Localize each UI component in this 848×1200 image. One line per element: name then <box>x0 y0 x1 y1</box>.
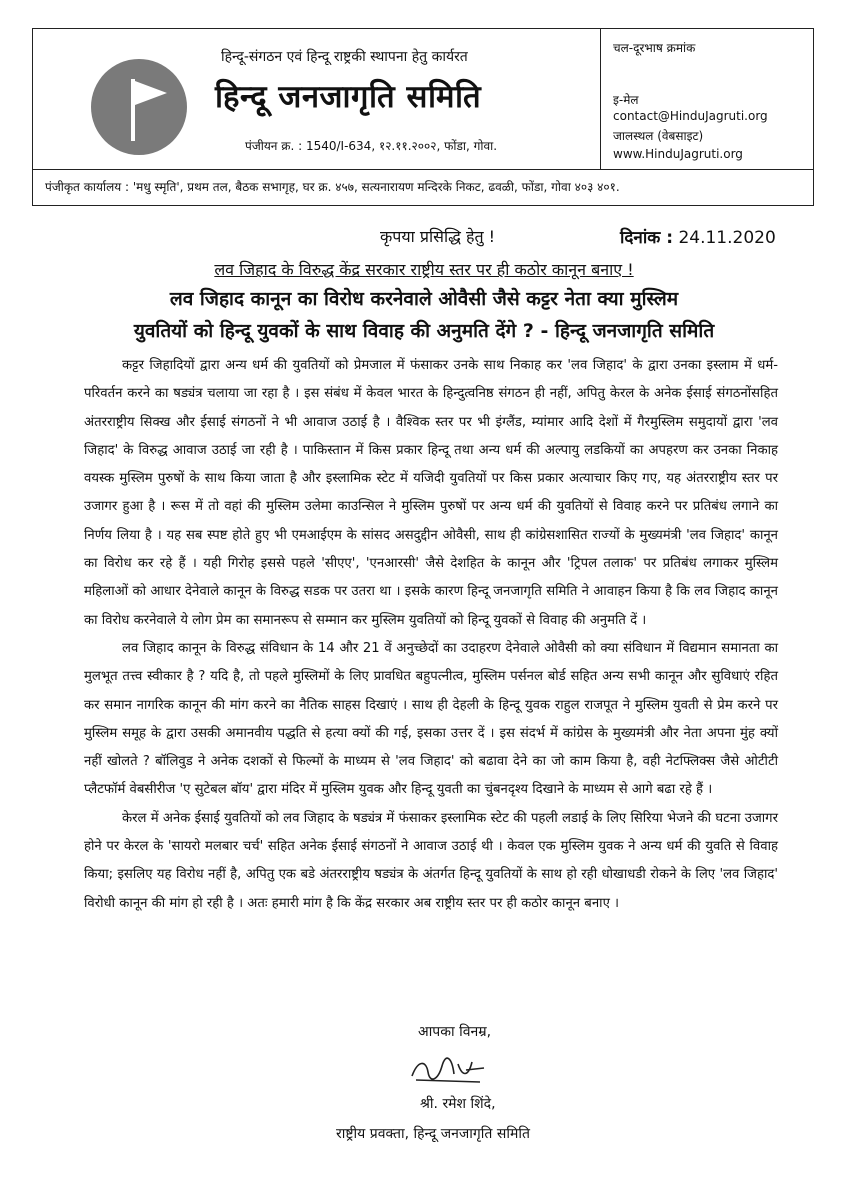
org-name: हिन्दू जनजागृति समिति <box>215 79 482 115</box>
website-url[interactable]: www.HinduJagruti.org <box>613 147 743 161</box>
mobile-label: चल-दूरभाष क्रमांक <box>613 41 696 55</box>
date-label: दिनांक : <box>620 228 674 248</box>
publication-notice: कृपया प्रसिद्धि हेतु ! <box>380 227 496 246</box>
paragraph-2: लव जिहाद कानून के विरुद्ध संविधान के 14 और 21 वें अनुच्छेदों का उदाहरण देनेवाले ओवैसी को क्या संविधान में विद्यमान समानता का मुलभूत तत्त्व स्वीकार है ? यदि है, तो पहले मुस्लिमों के लिए प्रावधित बहुपत्नीत्व, मुस्लिम पर्सनल बोर्ड सहित अन्य सभी कानून और सुविधाएं रहित कर समान नागरिक कानून की मांग करने का नैतिक साहस दिखाएं । साथ ही देहली के हिन्दू युवक राहुल राजपूत ने मुस्लिम युवती से प्रेम करने पर मुस्लिम समूह के द्वारा उसकी अमानवीय पद्धति से हत्या क्यों की गई, इसका उत्तर दें । इस संदर्भ में कांग्रेस के मुख्यमंत्री और नेता अपना मुंह क्यों नहीं खोलते ? बॉलिवुड ने अनेक दशकों से फिल्मों के माध्यम से 'लव जिहाद' को बढावा देने का जो काम किया है, वही नेटफ्लिक्स जैसे ओटीटी प्लैटफॉर्म वेबसीरीज 'ए सुटेबल बॉय' द्वारा मंदिर में मुस्लिम युवक और हिन्दू युवती का चुंबनदृश्य दिखाने के माध्यम से आगे बढा रहे हैं । <box>84 640 778 798</box>
contact-block <box>601 29 813 169</box>
flag-logo-icon <box>91 59 187 155</box>
press-release-body <box>84 352 778 918</box>
date-line <box>620 225 776 248</box>
letterhead-main <box>33 29 601 169</box>
website-label: जालस्थल (वेबसाइट) <box>613 129 704 143</box>
email-address[interactable]: contact@HinduJagruti.org <box>613 109 768 123</box>
headline-1 <box>0 258 848 280</box>
registration-number: पंजीयन क्र. : 1540/I-634, १२.११.२००२, फोंडा, गोवा. <box>245 139 498 153</box>
headline-1-text: लव जिहाद के विरुद्ध केंद्र सरकार राष्ट्रीय स्तर पर ही कठोर कानून बनाए ! <box>214 260 634 279</box>
headline-3: युवतियों को हिन्दू युवकों के साथ विवाह की अनुमति देंगे ? - हिन्दू जनजागृति समिति <box>133 320 715 342</box>
registered-office: पंजीकृत कार्यालय : 'मधु स्मृति', प्रथम तल, बैठक सभागृह, घर क्र. ४५७, सत्यनारायण मन्दिरके निकट, ढवळी, फोंडा, गोवा ४०३ ४०१. <box>33 169 813 205</box>
closing-salutation: आपका विनम्र, <box>418 1024 492 1040</box>
paragraph-3: केरल में अनेक ईसाई युवतियों को लव जिहाद के षड्यंत्र में फंसाकर इस्लामिक स्टेट की पहली लडाई के लिए सिरिया भेजने की घटना उजागर होने पर केरल के 'सायरो मलबार चर्च' सहित अनेक ईसाई संगठनों ने आवाज उठाई थी । केवल एक मुस्लिम युवक ने अन्य धर्म की युवति से विवाह किया; इसलिए यह विरोध नहीं है, अपितु एक बडे अंतरराष्ट्रीय षड्यंत्र के अंतर्गत हिन्दू युवतियों के साथ हो रही धोखाधडी रोकने के लिए 'लव जिहाद' विरोधी कानून की मांग हो रही है । अतः हमारी मांग है कि केंद्र सरकार अब राष्ट्रीय स्तर पर ही कठोर कानून बनाए । <box>84 810 778 911</box>
headline-2: लव जिहाद कानून का विरोध करनेवाले ओवैसी जैसे कट्टर नेता क्या मुस्लिम <box>169 288 679 310</box>
email-label: इ-मेल <box>613 93 639 107</box>
paragraph-1: कट्टर जिहादियों द्वारा अन्य धर्म की युवतियों को प्रेमजाल में फंसाकर उनके साथ निकाह कर 'लव जिहाद' के द्वारा उनका इस्लाम में धर्म-परिवर्तन करने का षड्यंत्र चलाया जा रहा है । इस संबंध में केवल भारत के हिन्दुत्वनिष्ठ संगठन ही नहीं, अपितु केरल के अनेक ईसाई संगठनोंसहित अंतरराष्ट्रीय सिक्ख और ईसाई संगठनों ने भी आवाज उठाई है । वैश्विक स्तर पर भी इंग्लैंड, म्यांमार आदि देशों में गैरमुस्लिम समुदायों द्वारा 'लव जिहाद' के विरुद्ध आवाज उठाई जा रही है । पाकिस्तान में किस प्रकार हिन्दू तथा अन्य धर्म की अल्पायु लडकियों का अपहरण कर उनका निकाह वयस्क मुस्लिम पुरुषों के साथ किया जाता है और इस्लामिक स्टेट में यजिदी युवतियों पर किस प्रकार अत्याचार किए गए, यह अंतरराष्ट्रीय स्तर पर उजागर हुआ है । रूस में तो वहां की मुस्लिम उलेमा काउन्सिल ने मुस्लिम पुरुषों पर अन्य धर्म की युवतियों से विवाह करने पर प्रतिबंध लगाने का निर्णय लिया है । यह सब स्पष्ट होते हुए भी एमआईएम के सांसद असदुद्दीन ओवैसी, साथ ही कांग्रेसशासित राज्यों के मुख्यमंत्री 'लव जिहाद' कानून का विरोध कर रहे हैं । यही गिरोह इससे पहले 'सीएए', 'एनआरसी' जैसे देशहित के कानून और 'ट्रिपल तलाक' पर प्रतिबंध लगाकर मुस्लिम महिलाओं को आधार देनेवाले कानून के विरुद्ध सडक पर उतरा था । इसके कारण हिन्दू जनजागृति समिति ने आवाहन किया है कि लव जिहाद कानून का विरोध करनेवाले ये लोग प्रेम का समानरूप से सम्मान कर मुस्लिम युवतियों को हिन्दू युवकों से विवाह की अनुमति दें । <box>84 358 778 628</box>
date-value: 24.11.2020 <box>678 228 776 248</box>
letterhead <box>32 28 814 206</box>
signatory-name: श्री. रमेश शिंदे, <box>420 1096 496 1112</box>
org-tagline: हिन्दू-संगठन एवं हिन्दू राष्ट्रकी स्थापना हेतु कार्यरत <box>221 49 468 65</box>
signature-icon <box>408 1050 488 1090</box>
signatory-designation: राष्ट्रीय प्रवक्ता, हिन्दू जनजागृति समिति <box>336 1126 530 1142</box>
